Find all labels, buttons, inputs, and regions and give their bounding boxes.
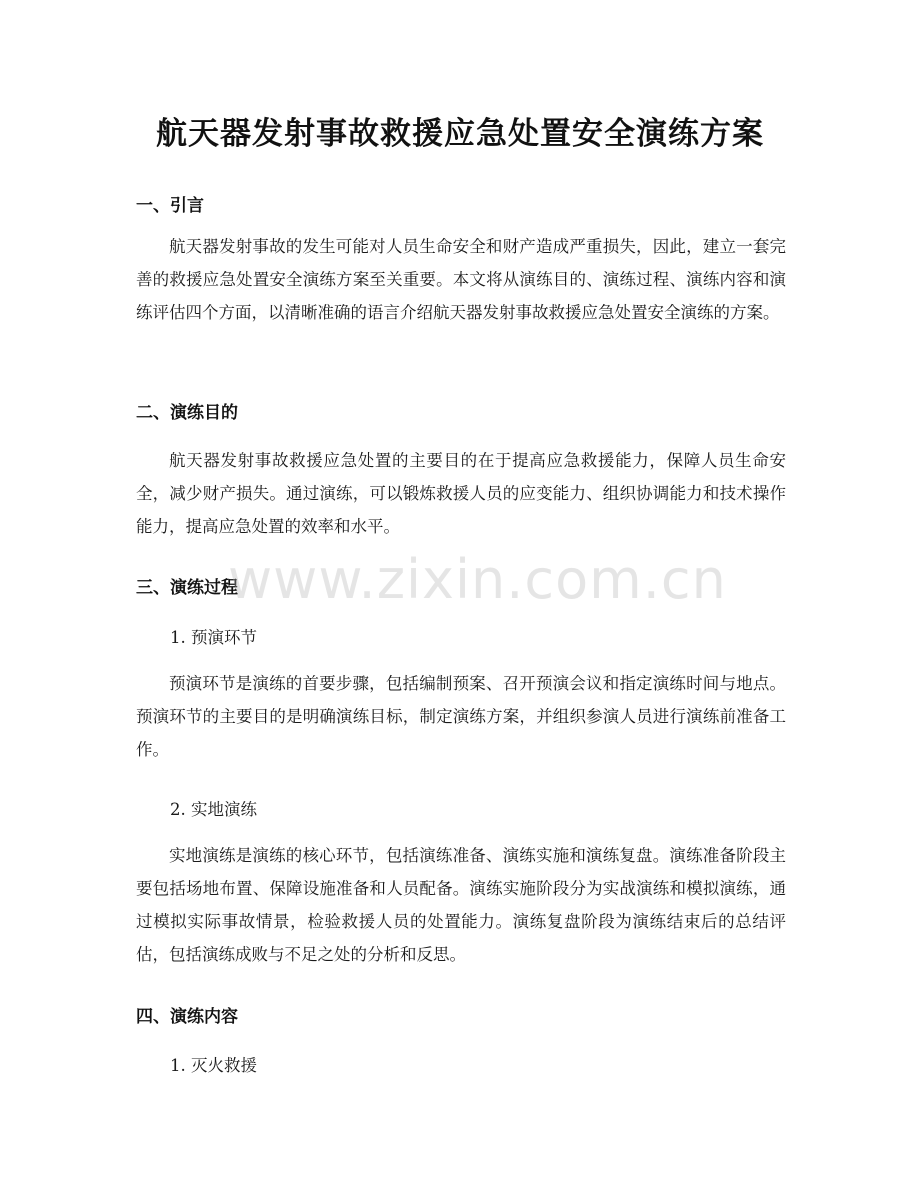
paragraph-field-drill: 实地演练是演练的核心环节，包括演练准备、演练实施和演练复盘。演练准备阶段主要包括场地布置、保障设施准备和人员配备。演练实施阶段分为实战演练和模拟演练，通过模拟实际事故情景，检验救援人员的处置能力。演练复盘阶段为演练结束后的总结评估，包括演练成败与不足之处的分析和反思。 [136,846,786,964]
paragraph-purpose: 航天器发射事故救援应急处置的主要目的在于提高应急救援能力，保障人员生命安全，减少财产损失。通过演练，可以锻炼救援人员的应变能力、组织协调能力和技术操作能力，提高应急处置的效率和水平。 [136,451,786,536]
subheading-fire-rescue: 1. 灭火救援 [170,1056,257,1075]
subheading-rehearsal: 1. 预演环节 [170,628,257,647]
section-heading-content: 四、演练内容 [136,1007,238,1027]
document-title: 航天器发射事故救援应急处置安全演练方案 [156,116,764,152]
watermark-text: www.zixin.com.cn [228,548,727,611]
subheading-field-drill: 2. 实地演练 [170,800,257,819]
section-heading-process: 三、演练过程 [136,578,238,598]
paragraph-intro: 航天器发射事故的发生可能对人员生命安全和财产造成严重损失，因此，建立一套完善的救援应急处置安全演练方案至关重要。本文将从演练目的、演练过程、演练内容和演练评估四个方面，以清晰准确的语言介绍航天器发射事故救援应急处置安全演练的方案。 [136,237,786,322]
section-heading-intro: 一、引言 [136,196,204,216]
paragraph-rehearsal: 预演环节是演练的首要步骤，包括编制预案、召开预演会议和指定演练时间与地点。预演环节的主要目的是明确演练目标，制定演练方案，并组织参演人员进行演练前准备工作。 [136,674,786,759]
section-heading-purpose: 二、演练目的 [136,403,238,423]
